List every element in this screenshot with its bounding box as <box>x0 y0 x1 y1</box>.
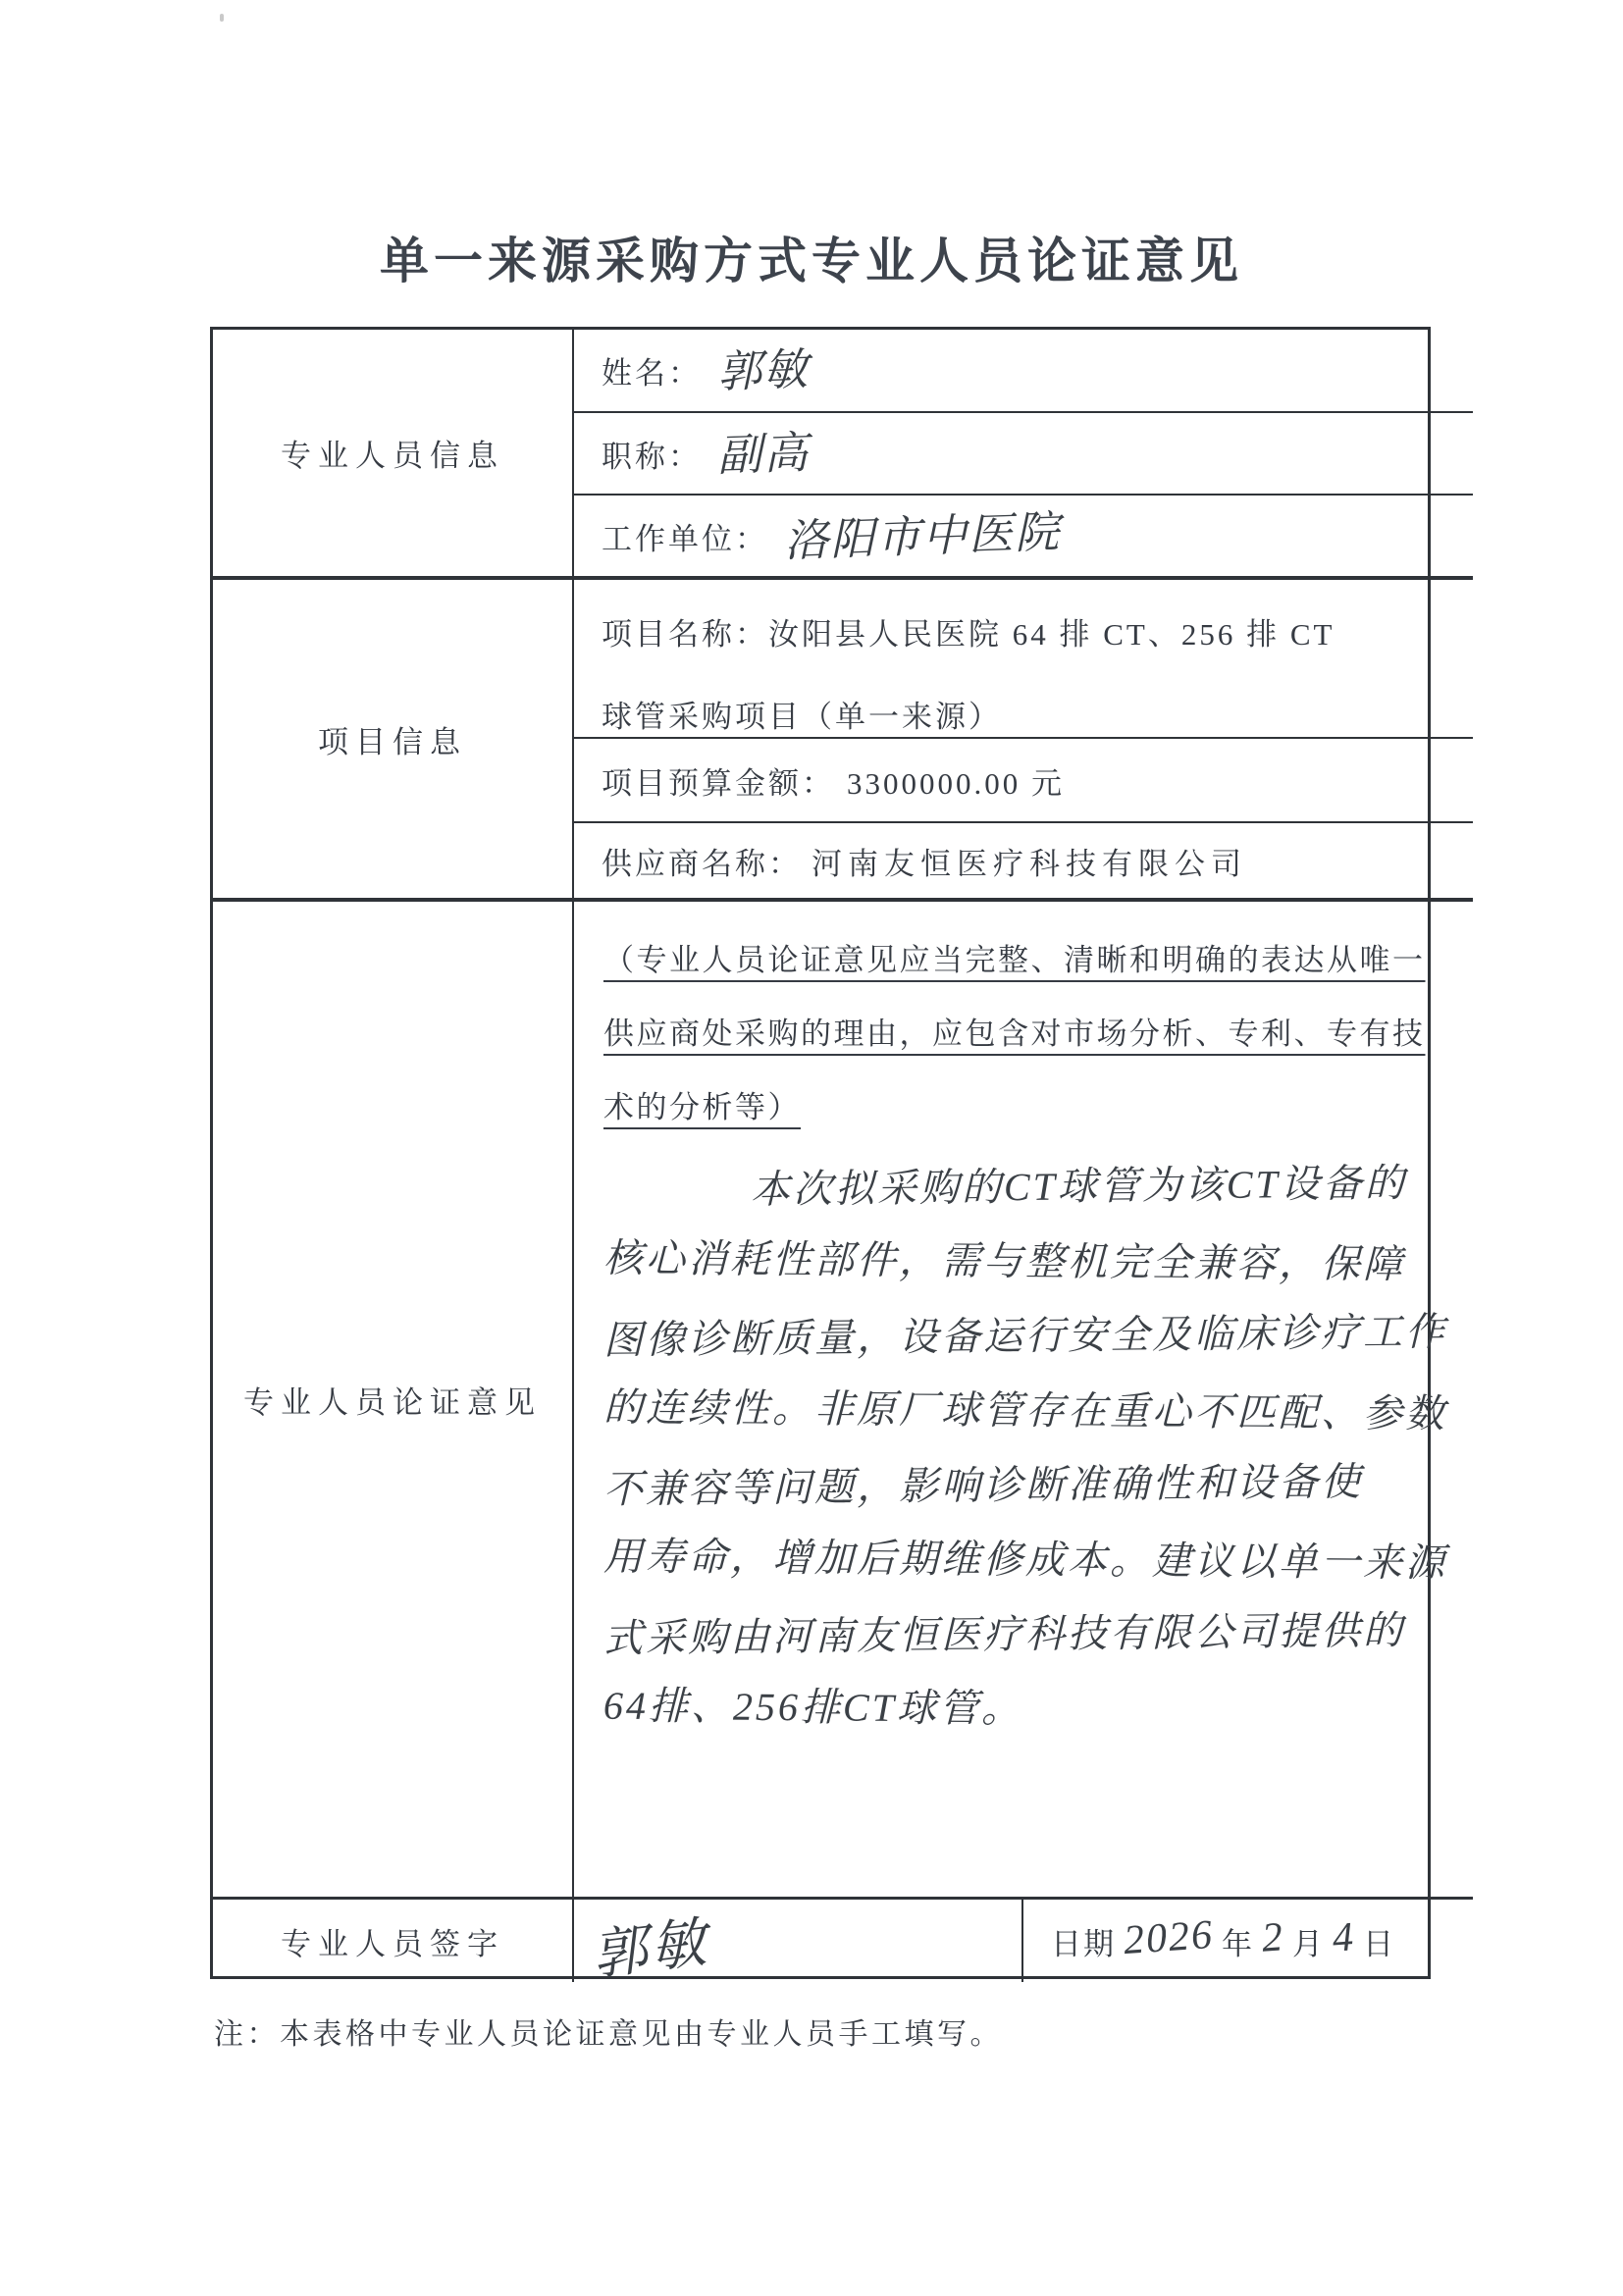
month-unit-label: 月 <box>1292 1926 1325 1961</box>
budget-value: 3300000.00 元 <box>847 765 1065 801</box>
day-handwritten-value: 4 <box>1331 1914 1357 1961</box>
expert-handwritten-signature: 郭敏 <box>589 1911 713 1988</box>
field-row-job-title <box>574 413 1473 496</box>
day-unit-label: 日 <box>1363 1926 1395 1961</box>
scan-artifact <box>220 14 224 22</box>
field-row-budget <box>574 739 1473 823</box>
name-field-label: 姓名： <box>602 356 702 391</box>
year-unit-label: 年 <box>1222 1926 1254 1961</box>
month-handwritten-value: 2 <box>1260 1914 1286 1961</box>
footer-note: 注：本表格中专业人员论证意见由专业人员手工填写。 <box>214 2018 1003 2051</box>
opinion-instruction-text <box>603 923 1447 1144</box>
supplier-value: 河南友恒医疗科技有限公司 <box>812 846 1247 881</box>
opinion-line-5: 不兼容等问题，影响诊断准确性和设备使 <box>602 1459 1364 1512</box>
field-row-work-unit <box>574 496 1473 580</box>
opinion-line-3: 图像诊断质量，设备运行安全及临床诊疗工作 <box>602 1309 1448 1363</box>
year-handwritten-value: 2026 <box>1122 1911 1216 1964</box>
instruction-line-3: 术的分析等） <box>603 1090 801 1124</box>
date-label: 日期 <box>1051 1926 1116 1961</box>
document-title: 单一来源采购方式专业人员论证意见 <box>380 234 1243 288</box>
instruction-line-2: 供应商处采购的理由，应包含对市场分析、专利、专有技 <box>603 1017 1426 1051</box>
opinion-line-7: 式采购由河南友恒医疗科技有限公司提供的 <box>602 1607 1406 1661</box>
work-unit-handwritten-value: 洛阳市中医院 <box>783 506 1062 566</box>
signature-cell <box>574 1900 1023 1988</box>
instruction-line-1: （专业人员论证意见应当完整、清晰和明确的表达从唯一 <box>603 943 1426 977</box>
approval-form-table <box>210 327 1448 1988</box>
section-label-expert-opinion: 专业人员论证意见 <box>213 902 574 1900</box>
supplier-field-label: 供应商名称： <box>602 846 802 881</box>
signature-row <box>574 1900 1473 1988</box>
field-row-project-name <box>574 580 1473 739</box>
opinion-handwritten-paragraph <box>603 1150 1447 1747</box>
opinion-line-1: 本次拟采购的CT球管为该CT设备的 <box>750 1160 1408 1212</box>
job-title-handwritten-value: 副高 <box>716 427 812 481</box>
date-cell <box>1023 1900 1473 1982</box>
field-row-name <box>574 330 1473 413</box>
opinion-line-4: 的连续性。非原厂球管存在重心不匹配、参数 <box>602 1384 1448 1436</box>
section-label-project-info: 项目信息 <box>213 580 574 902</box>
name-handwritten-value: 郭敏 <box>716 344 812 397</box>
project-name-line2: 球管采购项目（单一来源） <box>602 700 1002 734</box>
opinion-line-8: 64排、256排CT球管。 <box>602 1683 1024 1731</box>
project-name-line1: 项目名称：汝阳县人民医院 64 排 CT、256 排 CT <box>602 617 1335 652</box>
expert-opinion-cell <box>574 902 1473 1900</box>
opinion-line-2: 核心消耗性部件，需与整机完全兼容，保障 <box>602 1235 1406 1287</box>
section-label-personnel-info: 专业人员信息 <box>213 330 574 580</box>
job-title-field-label: 职称： <box>602 439 702 474</box>
field-row-supplier <box>574 823 1473 902</box>
work-unit-field-label: 工作单位： <box>602 521 768 556</box>
section-label-expert-signature: 专业人员签字 <box>213 1900 574 1982</box>
budget-field-label: 项目预算金额： <box>602 765 835 801</box>
opinion-line-6: 用寿命，增加后期维修成本。建议以单一来源 <box>602 1534 1448 1586</box>
